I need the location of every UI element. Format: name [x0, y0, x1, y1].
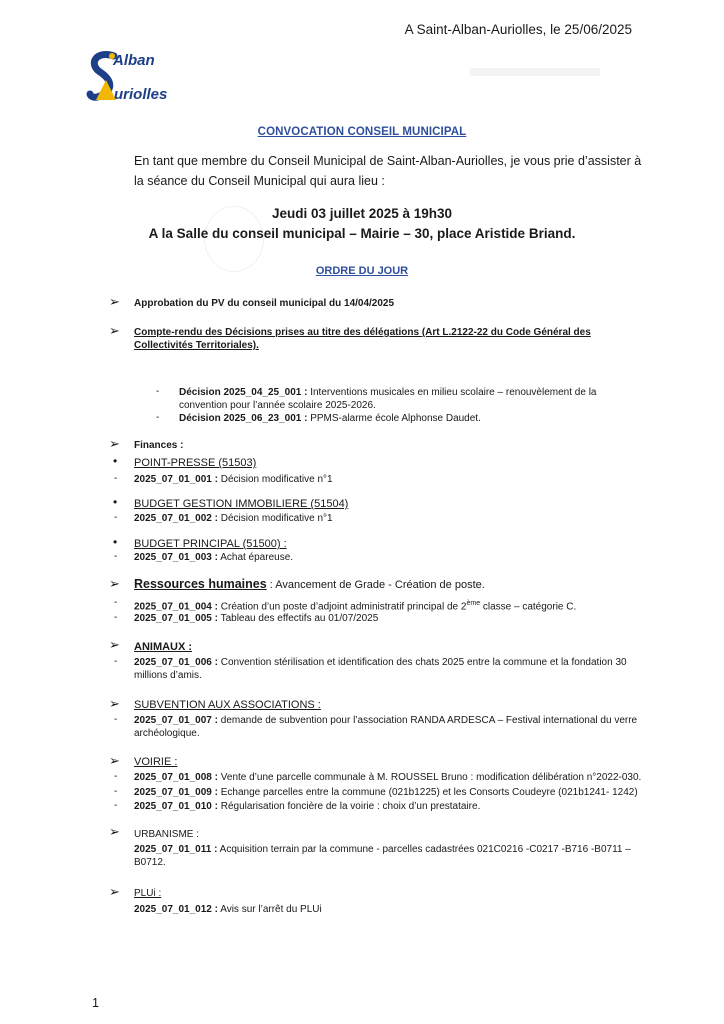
item-ref: 2025_07_01_009 : [134, 787, 218, 798]
item-ref: 2025_07_01_008 : [134, 772, 218, 783]
budget-item [134, 512, 333, 525]
item-ref: 2025_07_01_003 : [134, 552, 218, 563]
decision-2 [179, 412, 645, 425]
item-text: Avis sur l’arrêt du PLUi [217, 904, 322, 915]
agenda-item-pv: Approbation du PV du conseil municipal du 14/04/2025 [134, 298, 395, 309]
item-ref: 2025_07_01_005 : [134, 613, 218, 624]
item-ref: 2025_07_01_011 : [134, 844, 218, 855]
dash-bullet: - [114, 612, 118, 623]
plui-label: PLUi : [134, 888, 162, 899]
arrow-bullet-icon: ➢ [109, 436, 120, 451]
voirie-label: VOIRIE : [134, 756, 178, 768]
arrow-bullet-icon: ➢ [109, 637, 120, 652]
document-title: CONVOCATION CONSEIL MUNICIPAL [257, 126, 467, 138]
animaux-label: ANIMAUX : [134, 641, 193, 653]
voirie-item-1 [134, 771, 641, 784]
item-ref: 2025_07_01_012 : [134, 904, 218, 915]
arrow-bullet-icon: ➢ [109, 824, 120, 839]
arrow-bullet-icon: ➢ [109, 294, 120, 309]
item-superscript: ème [466, 600, 481, 607]
municipal-logo [84, 46, 174, 116]
rh-heading [134, 577, 485, 591]
dash-bullet: - [114, 714, 118, 725]
dash-bullet: - [114, 656, 118, 667]
item-text: Achat épareuse. [217, 552, 294, 563]
arrow-bullet-icon: ➢ [109, 884, 120, 899]
animaux-item [134, 656, 644, 682]
budget-gestion-immobiliere: BUDGET GESTION IMMOBILIERE (51504) [134, 498, 349, 510]
dash-bullet: - [156, 412, 160, 423]
intro-paragraph: En tant que membre du Conseil Municipal de Saint-Alban-Auriolles, je vous prie d’assister à la séance du Conseil Municipal qui aura lieu : [134, 154, 642, 188]
decision-text: PPMS-alarme école Alphonse Daudet. [307, 413, 481, 424]
subvention-item [134, 714, 646, 740]
dot-bullet: • [113, 495, 118, 509]
item-text: Acquisition terrain par la commune - parcelles cadastrées 021C0216 -C0217 -B716 -B0711 – B0712. [134, 844, 631, 868]
item-text: Convention stérilisation et identification des chats 2025 entre la commune et la fondation 30 millions d’amis. [134, 657, 627, 681]
item-ref: 2025_07_01_001 : [134, 474, 218, 485]
decision-text: Interventions musicales en milieu scolaire – renouvèlement de la convention pour l’année scolaire 2025-2026. [179, 387, 597, 411]
dash-bullet: - [114, 597, 118, 608]
budget-point-presse: POINT-PRESSE (51503) [134, 457, 257, 469]
decision-1 [179, 386, 645, 412]
dash-bullet: - [156, 386, 160, 397]
arrow-bullet-icon: ➢ [109, 696, 120, 711]
item-text: demande de subvention pour l’association RANDA ARDESCA – Festival international du verre archéologique. [134, 715, 638, 739]
urbanisme-item [134, 843, 639, 869]
item-text: classe – catégorie C. [480, 601, 577, 613]
logo-word-auriolles: uriolles [114, 86, 168, 103]
document-date: A Saint-Alban-Auriolles, le 25/06/2025 [404, 22, 632, 37]
arrow-bullet-icon: ➢ [109, 323, 120, 338]
item-ref: 2025_07_01_007 : [134, 715, 218, 726]
budget-item [134, 473, 333, 486]
faint-mark [470, 68, 600, 76]
item-text: Création d’un poste d’adjoint administratif principal de 2 [217, 601, 467, 613]
rh-item-2 [134, 612, 378, 625]
meeting-date: Jeudi 03 juillet 2025 à 19h30 [271, 206, 453, 221]
item-text: Tableau des effectifs au 01/07/2025 [217, 613, 379, 624]
page-number: 1 [92, 996, 99, 1010]
item-text: Régularisation foncière de la voirie : choix d’un prestataire. [217, 801, 481, 812]
budget-item [134, 551, 293, 564]
item-ref: 2025_07_01_006 : [134, 657, 218, 668]
dash-bullet: - [114, 771, 118, 782]
rh-rest: : Avancement de Grade - Création de poste. [266, 579, 485, 591]
item-ref: 2025_07_01_010 : [134, 801, 218, 812]
dot-bullet: • [113, 454, 118, 468]
urbanisme-label: URBANISME : [134, 829, 200, 840]
decision-ref: Décision 2025_06_23_001 : [179, 413, 308, 424]
dash-bullet: - [114, 512, 118, 523]
dash-bullet: - [114, 473, 118, 484]
rh-item-1 [134, 597, 576, 613]
voirie-item-2 [134, 786, 638, 799]
item-text: Echange parcelles entre la commune (021b1225) et les Consorts Coudeyre (021b1241- 1242) [217, 787, 638, 798]
dot-bullet: • [113, 535, 118, 549]
finances-label: Finances : [134, 440, 184, 451]
item-text: Vente d’une parcelle communale à M. ROUSSEL Bruno : modification délibération n°2022-030. [217, 772, 642, 783]
agenda-item-compte-rendu: Compte-rendu des Décisions prises au titre des délégations (Art L.2122-22 du Code Général des Collectivités Territoriales). [134, 327, 591, 351]
dash-bullet: - [114, 551, 118, 562]
meeting-place: A la Salle du conseil municipal – Mairie – 30, place Aristide Briand. [148, 226, 576, 241]
item-text: Décision modificative n°1 [217, 474, 333, 485]
dash-bullet: - [114, 800, 118, 811]
voirie-item-3 [134, 800, 480, 813]
arrow-bullet-icon: ➢ [109, 576, 120, 591]
logo-word-alban: Alban [113, 52, 155, 69]
rh-label: Ressources humaines [134, 577, 267, 591]
agenda-title: ORDRE DU JOUR [315, 265, 409, 277]
decision-ref: Décision 2025_04_25_001 : [179, 387, 308, 398]
plui-item [134, 903, 322, 916]
budget-principal: BUDGET PRINCIPAL (51500) : [134, 538, 287, 550]
item-text: Décision modificative n°1 [217, 513, 333, 524]
item-ref: 2025_07_01_004 : [134, 601, 218, 613]
dash-bullet: - [114, 786, 118, 797]
arrow-bullet-icon: ➢ [109, 753, 120, 768]
subvention-label: SUBVENTION AUX ASSOCIATIONS : [134, 699, 321, 711]
item-ref: 2025_07_01_002 : [134, 513, 218, 524]
